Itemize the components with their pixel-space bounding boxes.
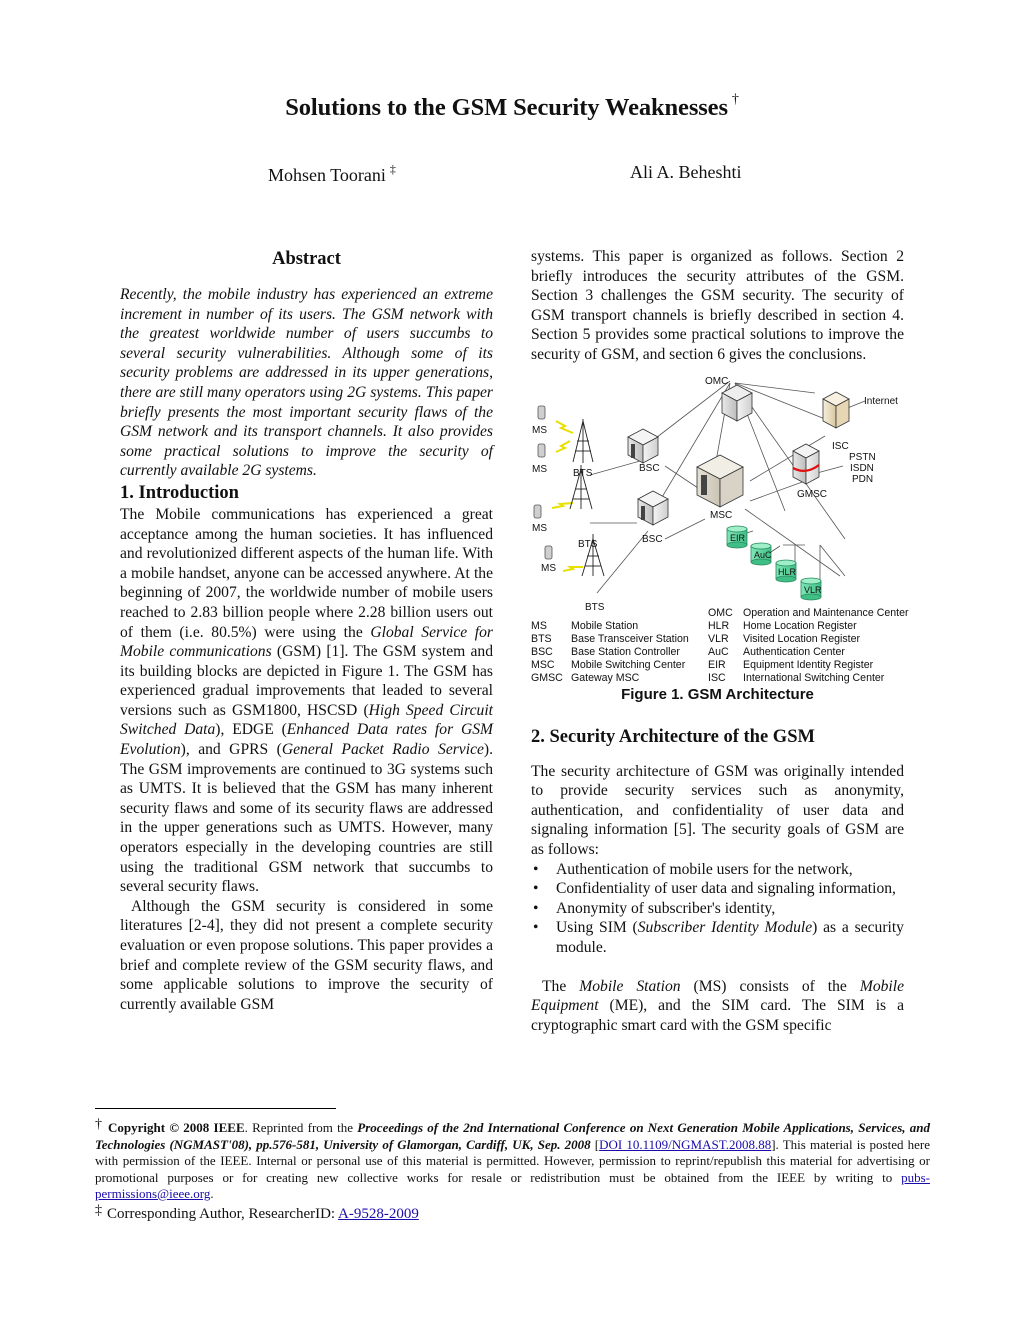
doi-link[interactable]: DOI 10.1109/NGMAST.2008.88 [599, 1136, 772, 1152]
text-run-bold: Copyright © 2008 IEEE [108, 1120, 245, 1135]
intro-paragraph-2: Although the GSM security is considered in some literatures [2-4], they did not present a complete security evaluation or even propose solutions. This paper provides a brief and complete review of the GSM security flaws, and some applicable solutions to improve the security of currently available GSM [120, 897, 493, 1013]
footnote-mark: † [95, 1117, 104, 1132]
label-vlr: VLR [804, 584, 822, 595]
footnote-copyright [95, 1117, 930, 1203]
label-auc: AuC [754, 549, 772, 560]
gsm-architecture-diagram [525, 371, 910, 611]
text-run: The [542, 977, 580, 995]
footnote-divider [95, 1108, 336, 1109]
text-run: Corresponding Author, ResearcherID: [107, 1205, 339, 1222]
legend-full-name: Base Station Controller [571, 645, 680, 658]
ms-phone-2 [538, 444, 545, 457]
link-bsc2-msc [665, 519, 705, 539]
legend-full-name: Equipment Identity Register [743, 658, 874, 671]
right-column [531, 247, 909, 1035]
link-bsc1-omc [652, 381, 730, 441]
legend-full-name: Home Location Register [743, 619, 857, 632]
label-ms-3: MS [532, 522, 547, 534]
legend-full-name: Authentication Center [743, 645, 845, 658]
figure-legend-left [531, 620, 689, 685]
legend-full-name: Base Transceiver Station [571, 632, 689, 645]
left-column [120, 247, 493, 1014]
text-run: . [210, 1186, 214, 1201]
text-run-italic: General Packet Radio Service [281, 741, 484, 759]
legend-abbr: EIR [708, 658, 726, 671]
legend-row [531, 672, 689, 685]
label-gmsc: GMSC [797, 488, 827, 500]
text-run-italic: Subscriber Identity Module [637, 919, 813, 937]
footnotes [95, 1108, 930, 1222]
ms-phone-4 [545, 546, 552, 559]
label-eir: EIR [730, 532, 746, 543]
label-isc: ISC [832, 440, 849, 452]
author-2 [630, 162, 742, 183]
text-run-italic: Global Service for Mobile communications [120, 623, 493, 661]
label-bts-2: BTS [578, 538, 598, 550]
label-pdn: PDN [852, 473, 874, 485]
gmsc-server [793, 444, 819, 484]
link-bts1-bsc1 [590, 461, 640, 475]
text-run: (MS) consists of the [680, 977, 860, 995]
title-footnote-mark: † [731, 92, 739, 107]
legend-abbr: MSC [531, 658, 555, 671]
link-vlr-bus [820, 545, 845, 576]
text-run-italic: Mobile Station [579, 977, 681, 995]
omc-server [722, 385, 752, 421]
label-omc: OMC [705, 375, 729, 387]
text-run: ) as a security module. [556, 919, 904, 956]
footnote-mark: ‡ [95, 1202, 102, 1218]
security-paragraph-1: The security architecture of GSM was originally intended to provide security services such as anonymity, authentication, and confidentiality of user data and signaling information [5]. The security goals of GSM are as follows: [531, 762, 904, 858]
radio-bolt-1 [556, 421, 573, 433]
radio-bolt-4 [563, 567, 583, 571]
text-run: Using SIM ( [556, 919, 638, 937]
paper-title [0, 92, 1024, 122]
bsc-server-2 [638, 491, 668, 525]
label-internet: Internet [864, 395, 898, 407]
label-msc: MSC [710, 509, 733, 521]
list-item [531, 918, 904, 957]
msc-server [697, 455, 743, 507]
label-pstn: PSTN [849, 451, 876, 463]
legend-abbr: GMSC [531, 671, 563, 684]
list-item: • Anonymity of subscriber's identity, [531, 899, 904, 919]
legend-abbr: BSC [531, 645, 553, 658]
legend-abbr: AuC [708, 645, 729, 658]
abstract-heading: Abstract [272, 249, 341, 269]
security-goals-list [531, 860, 904, 958]
legend-row [708, 607, 909, 620]
text-run: (GSM) [1]. The GSM system and its building blocks are depicted in Figure 1. The GSM has experienced gradual improvements that leaded to several versions such as GSM1800, HSCSD ( [120, 643, 494, 719]
list-item: • Confidentiality of user data and signaling information, [531, 879, 904, 899]
legend-row [708, 646, 909, 659]
link-bts3-bsc2 [597, 531, 648, 593]
bsc-server-1 [628, 429, 658, 463]
text-run: (ME), and the SIM card. The SIM is a cryptographic smart card with the GSM specific [531, 997, 904, 1034]
text-run-italic: Mobile Equipment [531, 977, 904, 1015]
text-run: ), EDGE ( [215, 721, 287, 739]
paper-title-text: Solutions to the GSM Security Weaknesses [285, 94, 728, 121]
label-ms-4: MS [541, 562, 556, 574]
author-name: Ali A. Beheshti [630, 162, 742, 182]
legend-abbr: MS [531, 619, 547, 632]
section-1-heading: 1. Introduction [120, 482, 239, 503]
legend-abbr: ISC [708, 671, 726, 684]
author-name: Mohsen Toorani [268, 165, 386, 185]
text-run: ]. This material is posted here with permission of the IEEE. Internal or personal use of this material is permitted. However, permission to reprint/republish this material for advertising or promotional purposes or for creating new collective works for resale or redistribution must be obtained from the IEEE by writing to [95, 1136, 930, 1185]
author-footnote-mark: ‡ [389, 162, 396, 176]
legend-row [531, 646, 689, 659]
text-run: [ [590, 1136, 600, 1152]
legend-full-name: Mobile Station [571, 619, 639, 632]
figure-1 [525, 371, 910, 711]
text-run: The Mobile communications has experienced a great acceptance among the human societies. It has influenced and revolutionized different aspects of the human life. With a mobile handset, anyone can be accessed anywhere. At the beginning of 2007, the worldwide number of mobile users reached to 2.83 billion people where 2.28 billion users out of them (i.e. 80.5%) were using the [120, 505, 493, 641]
legend-abbr: VLR [708, 632, 729, 645]
proceedings-citation: Proceedings of the 2nd International Conference on Next Generation Mobile Applications, Services, and Technologies (NGMAST'08), pp.576-581, University of Glamorgan, Cardiff, UK, Sep. 2008 [95, 1120, 931, 1152]
legend-full-name: International Switching Center [743, 671, 885, 684]
legend-row [531, 620, 689, 633]
text-run-italic: Enhanced Data rates for GSM Evolution [120, 721, 493, 759]
figure-legend-right [708, 607, 909, 685]
intro-paragraph-2-continued: systems. This paper is organized as follows. Section 2 briefly introduces the security attributes of the GSM. Section 3 challenges the GSM security. The security of GSM transport channels is briefly described in section 4. Section 5 provides some practical solutions to improve the security of GSM, and section 6 gives the conclusions. [531, 248, 904, 363]
text-run: ). The GSM improvements are continued to 3G systems such as UMTS. It is believed that the GSM has many inherent security flaws and some of its security flaws are addressed in the upper generations such as UMTS. However, many operators especially in the developing countries are still using the traditional GSM network that succumbs to several security flaws. [120, 741, 493, 896]
legend-row [708, 672, 909, 685]
legend-row [708, 633, 909, 646]
label-hlr: HLR [778, 566, 797, 577]
text-run: ), and GPRS ( [180, 741, 282, 759]
legend-row [708, 659, 909, 672]
link-gmsc-pstn [817, 466, 843, 473]
label-bsc-1: BSC [639, 462, 660, 474]
figure-caption: Figure 1. GSM Architecture [621, 685, 814, 703]
legend-full-name: Operation and Maintenance Center [743, 606, 909, 619]
label-bts-3: BTS [585, 601, 605, 611]
text-run-italic: High Speed Circuit Switched Data [120, 701, 494, 739]
section-2-heading: 2. Security Architecture of the GSM [531, 726, 815, 747]
legend-abbr: OMC [708, 606, 733, 619]
label-ms-2: MS [532, 463, 547, 475]
ms-phone-3 [534, 505, 541, 518]
radio-bolt-2 [556, 441, 570, 452]
legend-row [708, 620, 909, 633]
permissions-email-link[interactable]: pubs-permissions@ieee.org [95, 1169, 930, 1201]
text-run: . Reprinted from the [244, 1120, 358, 1135]
isc-server [823, 392, 849, 428]
label-ms-1: MS [532, 424, 547, 436]
bts-tower-icons [570, 419, 604, 576]
legend-abbr: HLR [708, 619, 730, 632]
security-paragraph-2 [531, 977, 904, 1036]
author-1 [268, 162, 396, 186]
legend-full-name: Visited Location Register [743, 632, 860, 645]
ms-phone-1 [538, 406, 545, 419]
label-bts-1: BTS [573, 467, 593, 479]
bts-tower-1 [573, 419, 593, 463]
legend-row [531, 659, 689, 672]
radio-bolt-3 [552, 503, 573, 508]
label-bsc-2: BSC [642, 533, 663, 545]
legend-row [531, 633, 689, 646]
intro-paragraph-1 [120, 505, 493, 897]
list-item: • Authentication of mobile users for the network, [531, 860, 904, 880]
researcher-id-link[interactable]: A-9528-2009 [338, 1205, 419, 1222]
footnote-corresponding-author [95, 1203, 930, 1223]
abstract-text: Recently, the mobile industry has experienced an extreme increment in number of its users. The GSM network with the greatest worldwide number of users succumbs to several security vulnerabilities. Although some of its security problems are addressed in its upper generations, there are still many operators using 2G systems. This paper briefly presents the most important security flaws of the GSM network and its transport channels. It also provides some practical solutions to improve the security of currently available 2G systems. [120, 286, 493, 480]
legend-abbr: BTS [531, 632, 552, 645]
legend-full-name: Mobile Switching Center [571, 658, 686, 671]
label-isdn: ISDN [850, 462, 874, 474]
legend-full-name: Gateway MSC [571, 671, 640, 684]
